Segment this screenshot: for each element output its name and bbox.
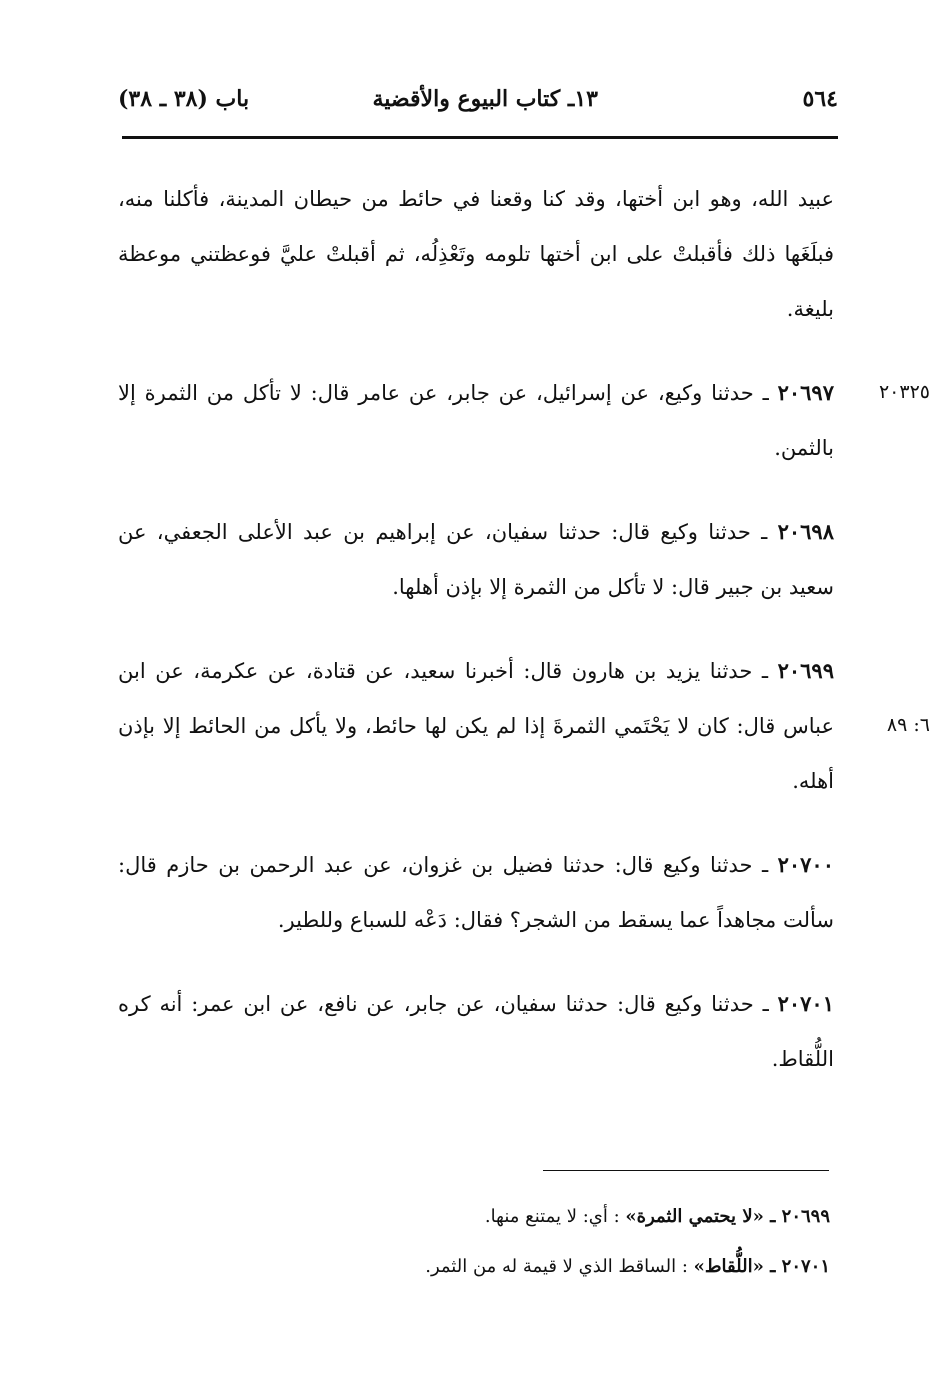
hadith-20700 — [118, 837, 834, 948]
footnote — [250, 1192, 830, 1242]
footnote-ref: ٢٠٦٩٩ ـ «لا يحتمي الثمرة» — [625, 1206, 830, 1227]
margin-reference: ٦: ٨٩ — [886, 714, 930, 736]
chapter-reference: باب (٣٨ ـ ٣٨) — [118, 86, 250, 112]
hadith-20697 — [118, 365, 930, 476]
footnote — [250, 1242, 830, 1292]
footnote-text: : الساقط الذي لا قيمة له من الثمر. — [425, 1256, 688, 1277]
footnote-text: : أي: لا يمتنع منها. — [484, 1206, 620, 1227]
hadith-20701 — [118, 976, 834, 1087]
paragraph-text: عبيد الله، وهو ابن أختها، وقد كنا وقعنا في حائط من حيطان المدينة، فأكلنا منه، فبلَغَها ذلك فأقبلتْ على ابن أختها تلومه وتَعْذِلُه، ثم أقبلتْ عليَّ فوعظتني موعظة بليغة. — [118, 187, 834, 321]
paragraph-text: ـ حدثنا يزيد بن هارون قال: أخبرنا سعيد، عن قتادة، عن عكرمة، عن ابن عباس قال: كان لا يَحْتَمي الثمرةَ إذا لم يكن لها حائط، ولا يأكل من الحائط إلا بإذن أهله. — [118, 659, 834, 793]
book-title: ١٣ـ كتاب البيوع والأقضية — [372, 86, 598, 112]
footnotes — [250, 1192, 830, 1292]
hadith-number: ٢٠٧٠٠ — [777, 852, 834, 877]
paragraph-continuation — [118, 172, 834, 337]
paragraph-text: ـ حدثنا وكيع قال: حدثنا فضيل بن غزوان، عن عبد الرحمن بن حازم قال: سألت مجاهداً عما يسقط من الشجر؟ فقال: دَعْه للسباع وللطير. — [118, 853, 834, 932]
paragraph-text: ـ حدثنا وكيع قال: حدثنا سفيان، عن جابر، عن نافع، عن ابن عمر: أنه كره اللُّقاط. — [118, 992, 834, 1071]
paragraph-text: ـ حدثنا وكيع قال: حدثنا سفيان، عن إبراهيم بن عبد الأعلى الجعفي، عن سعيد بن جبير قال: لا تأكل من الثمرة إلا بإذن أهلها. — [118, 520, 834, 599]
page-number: ٥٦٤ — [802, 86, 838, 112]
hadith-number: ٢٠٦٩٧ — [777, 380, 834, 405]
hadith-number: ٢٠٦٩٩ — [777, 658, 834, 683]
footnote-rule — [543, 1170, 829, 1171]
header-rule — [122, 136, 838, 139]
hadith-number: ٢٠٧٠١ — [777, 991, 834, 1016]
footnote-ref: ٢٠٧٠١ ـ «اللُّقاط» — [693, 1256, 830, 1277]
hadith-number: ٢٠٦٩٨ — [777, 519, 834, 544]
hadith-20698 — [118, 504, 834, 615]
main-text — [118, 172, 930, 1115]
page-header — [118, 86, 838, 126]
margin-reference: ٢٠٣٢٥ — [878, 381, 930, 403]
paragraph-text: ـ حدثنا وكيع، عن إسرائيل، عن جابر، عن عامر قال: لا تأكل من الثمرة إلا بالثمن. — [118, 381, 834, 460]
hadith-20699 — [118, 643, 930, 809]
